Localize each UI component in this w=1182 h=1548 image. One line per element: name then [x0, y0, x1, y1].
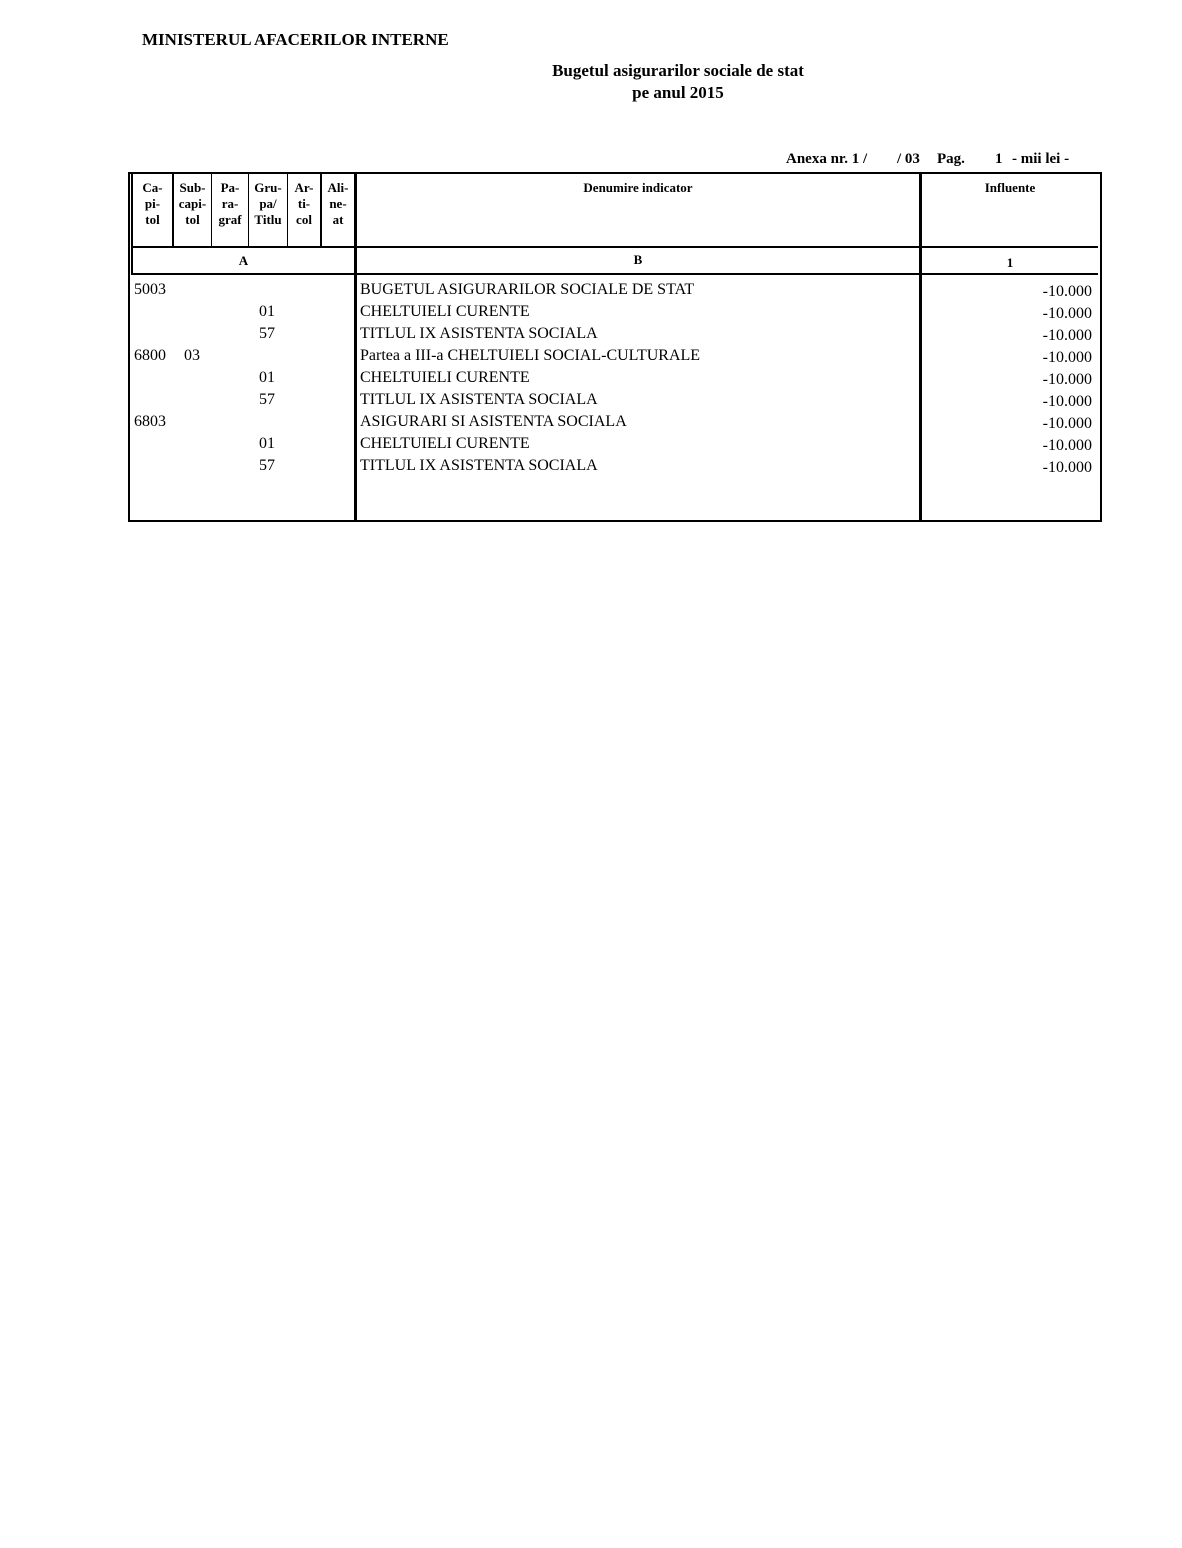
ministry-name: MINISTERUL AFACERILOR INTERNE [142, 30, 449, 49]
cell-valoare: -10.000 [1042, 459, 1092, 476]
table-right-border [1100, 172, 1102, 522]
cell-denumire: BUGETUL ASIGURARILOR SOCIALE DE STAT [360, 281, 695, 298]
document-title: Bugetul asigurarilor sociale de stat [552, 61, 804, 80]
cell-grupa: 57 [259, 325, 275, 342]
annex-code: / 03 [897, 151, 920, 167]
header-grupa-titlu: Gru- pa/ Titlu [254, 180, 282, 227]
cell-denumire: CHELTUIELI CURENTE [360, 369, 530, 386]
cell-denumire: TITLUL IX ASISTENTA SOCIALA [360, 391, 598, 408]
document-subtitle: pe anul 2015 [632, 83, 724, 102]
table-left-border [128, 172, 130, 522]
cell-valoare: -10.000 [1042, 305, 1092, 322]
cell-subcapitol: 03 [184, 347, 200, 364]
header-alineat: Ali- ne- at [327, 180, 349, 227]
header-bottom-rule [131, 246, 1098, 248]
table-bottom-border [128, 520, 1102, 522]
index-a: A [238, 253, 249, 268]
cell-valoare: -10.000 [1042, 415, 1092, 432]
cell-denumire: TITLUL IX ASISTENTA SOCIALA [360, 457, 598, 474]
header-paragraf: Pa- ra- graf [218, 180, 242, 227]
cell-valoare: -10.000 [1042, 283, 1092, 300]
cell-valoare: -10.000 [1042, 437, 1092, 454]
header-influente: Influente [984, 180, 1036, 195]
header-capitol: Ca- pi- tol [142, 180, 163, 227]
cell-valoare: -10.000 [1042, 349, 1092, 366]
cell-grupa: 01 [259, 369, 275, 386]
cell-valoare: -10.000 [1042, 327, 1092, 344]
cell-denumire: CHELTUIELI CURENTE [360, 303, 530, 320]
index-b: B [633, 252, 643, 267]
cell-capitol: 6800 [134, 347, 166, 364]
cell-grupa: 57 [259, 457, 275, 474]
cell-grupa: 01 [259, 303, 275, 320]
cell-grupa: 01 [259, 435, 275, 452]
index-c: 1 [1006, 255, 1014, 270]
cell-capitol: 6803 [134, 413, 166, 430]
header-denumire: Denumire indicator [583, 180, 693, 195]
index-row-bottom-rule [131, 273, 1098, 275]
header-subcapitol: Sub- capi- tol [178, 180, 207, 227]
page-number: 1 [995, 151, 1003, 167]
unit-label: - mii lei - [1012, 151, 1070, 167]
col-sep-denumire [354, 174, 357, 521]
cell-denumire: ASIGURARI SI ASISTENTA SOCIALA [360, 413, 627, 430]
cell-capitol: 5003 [134, 281, 166, 298]
col-sep-influente [919, 174, 922, 521]
cell-grupa: 57 [259, 391, 275, 408]
cell-denumire: CHELTUIELI CURENTE [360, 435, 530, 452]
header-articol: Ar- ti- col [294, 180, 314, 227]
cell-denumire: TITLUL IX ASISTENTA SOCIALA [360, 325, 598, 342]
annex-label: Anexa nr. 1 / [786, 151, 868, 167]
page-label: Pag. [937, 151, 965, 167]
cell-valoare: -10.000 [1042, 371, 1092, 388]
table-top-border [128, 172, 1102, 174]
cell-valoare: -10.000 [1042, 393, 1092, 410]
cell-denumire: Partea a III-a CHELTUIELI SOCIAL-CULTURALE [360, 347, 701, 364]
